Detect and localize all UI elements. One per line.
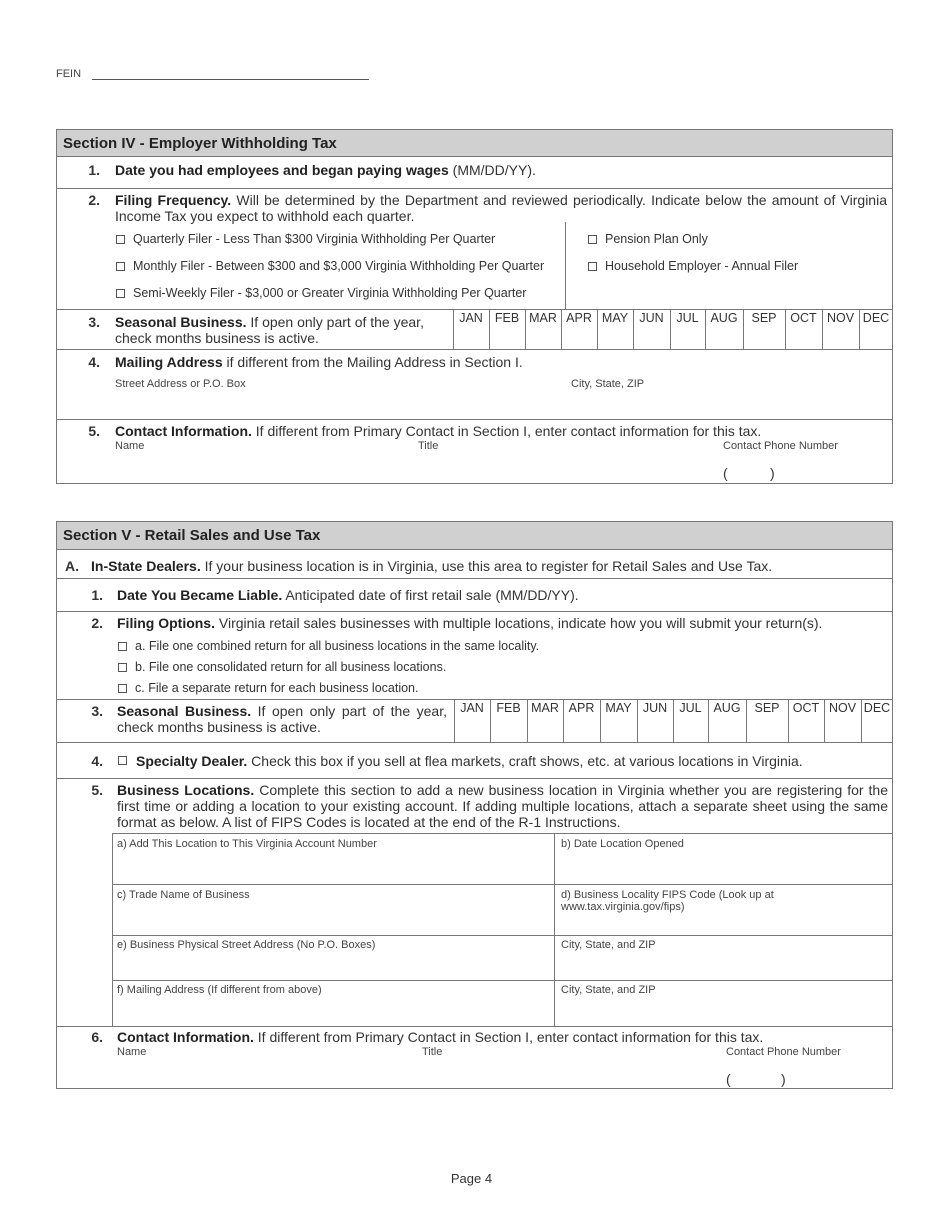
s4-contact-phone-label: Contact Phone Number xyxy=(723,440,838,452)
s5-item6-text: Contact Information. If different from Primary Contact in Section I, enter contact information for this tax. xyxy=(117,1029,764,1045)
mailing-city-state-zip-label: City, State, and ZIP xyxy=(561,984,656,996)
s4-month-nov-checkbox[interactable]: NOV xyxy=(826,311,855,325)
s5-phone-paren-close: ) xyxy=(781,1071,786,1087)
section-iv-title: Section IV - Employer Withholding Tax xyxy=(57,130,892,157)
section-iv xyxy=(56,129,893,484)
s4-item2-number: 2. xyxy=(88,192,100,208)
semiweekly-filer-checkbox[interactable] xyxy=(116,289,125,298)
s5-item2-number: 2. xyxy=(91,615,103,631)
divider xyxy=(112,884,892,885)
s4-month-jan-checkbox[interactable]: JAN xyxy=(459,311,483,325)
quarterly-filer-label: Quarterly Filer - Less Than $300 Virginia Withholding Per Quarter xyxy=(133,232,496,246)
s5-contact-title-label: Title xyxy=(422,1046,443,1058)
divider xyxy=(57,778,892,779)
s5-month-apr-checkbox[interactable]: APR xyxy=(568,701,595,715)
s5-month-sep-checkbox[interactable]: SEP xyxy=(754,701,780,715)
divider xyxy=(57,742,892,743)
semiweekly-filer-label: Semi-Weekly Filer - $3,000 or Greater Virginia Withholding Per Quarter xyxy=(133,286,527,300)
s5-item3-number: 3. xyxy=(91,703,103,719)
s5-contact-phone-label: Contact Phone Number xyxy=(726,1046,841,1058)
s5-month-grid xyxy=(454,699,893,742)
monthly-filer-label: Monthly Filer - Between $300 and $3,000 Virginia Withholding Per Quarter xyxy=(133,259,545,273)
s4-item3-number: 3. xyxy=(88,314,100,330)
physical-city-state-zip-label: City, State, and ZIP xyxy=(561,939,656,951)
s4-contact-name-label: Name xyxy=(115,440,145,452)
s4-month-aug-checkbox[interactable]: AUG xyxy=(710,311,738,325)
pension-plan-label: Pension Plan Only xyxy=(605,232,708,246)
s5-itemA-number: A. xyxy=(65,558,79,574)
s5-month-may-checkbox[interactable]: MAY xyxy=(605,701,632,715)
s5-item6-number: 6. xyxy=(91,1029,103,1045)
specialty-dealer-checkbox[interactable] xyxy=(118,756,127,765)
s5-item5-number: 5. xyxy=(91,782,103,798)
fein-label: FEIN xyxy=(56,68,82,80)
s4-item2-text: Filing Frequency. Will be determined by the Department and reviewed periodically. Indicate below the amount of Virginia Income Tax you expect to withhold each quarter. xyxy=(115,192,887,224)
divider xyxy=(57,349,892,350)
fips-code-label: d) Business Locality FIPS Code (Look up at www.tax.virginia.gov/fips) xyxy=(561,889,774,913)
account-number-field-label: a) Add This Location to This Virginia Account Number xyxy=(117,838,377,850)
separate-return-checkbox[interactable] xyxy=(118,684,127,693)
s4-item4-text: Mailing Address if different from the Mailing Address in Section I. xyxy=(115,354,523,370)
s4-street-address-label: Street Address or P.O. Box xyxy=(115,378,246,390)
divider xyxy=(57,578,892,579)
section-v-title: Section V - Retail Sales and Use Tax xyxy=(57,522,892,550)
divider xyxy=(57,1026,892,1027)
s5-month-jan-checkbox[interactable]: JAN xyxy=(460,701,484,715)
s5-itemA-text: In-State Dealers. If your business location is in Virginia, use this area to register for Retail Sales and Use Tax. xyxy=(91,558,773,574)
divider xyxy=(112,935,892,936)
s4-phone-paren-close: ) xyxy=(770,465,775,481)
separate-return-label: c. File a separate return for each business location. xyxy=(135,681,419,695)
s4-month-mar-checkbox[interactable]: MAR xyxy=(529,311,557,325)
mailing-address-label: f) Mailing Address (If different from above) xyxy=(117,984,322,996)
divider xyxy=(565,222,566,309)
s4-month-jul-checkbox[interactable]: JUL xyxy=(676,311,699,325)
s5-month-feb-checkbox[interactable]: FEB xyxy=(496,701,521,715)
s4-month-apr-checkbox[interactable]: APR xyxy=(566,311,592,325)
household-employer-checkbox[interactable] xyxy=(588,262,597,271)
physical-street-address-label: e) Business Physical Street Address (No P.O. Boxes) xyxy=(117,939,376,951)
s4-month-feb-checkbox[interactable]: FEB xyxy=(494,311,520,325)
divider xyxy=(554,833,555,1026)
divider xyxy=(112,980,892,981)
pension-plan-checkbox[interactable] xyxy=(588,235,597,244)
combined-return-label: a. File one combined return for all business locations in the same locality. xyxy=(135,639,540,653)
s5-month-oct-checkbox[interactable]: OCT xyxy=(792,701,820,715)
s4-item1-text: Date you had employees and began paying wages (MM/DD/YY). xyxy=(115,162,536,178)
page-number: Page 4 xyxy=(450,1171,493,1186)
s5-month-jul-checkbox[interactable]: JUL xyxy=(679,701,702,715)
s5-month-aug-checkbox[interactable]: AUG xyxy=(713,701,741,715)
s4-month-oct-checkbox[interactable]: OCT xyxy=(790,311,817,325)
household-employer-label: Household Employer - Annual Filer xyxy=(605,259,799,273)
s5-month-jun-checkbox[interactable]: JUN xyxy=(642,701,668,715)
s5-month-nov-checkbox[interactable]: NOV xyxy=(828,701,857,715)
s4-item1-number: 1. xyxy=(88,162,100,178)
s5-item1-text: Date You Became Liable. Anticipated date of first retail sale (MM/DD/YY). xyxy=(117,587,579,603)
date-location-opened-label: b) Date Location Opened xyxy=(561,838,684,850)
s5-item2-text: Filing Options. Virginia retail sales businesses with multiple locations, indicate how you will submit your return(s). xyxy=(117,615,823,631)
s4-item3-text: Seasonal Business. If open only part of the year, check months business is active. xyxy=(115,314,424,346)
quarterly-filer-checkbox[interactable] xyxy=(116,235,125,244)
divider xyxy=(57,611,892,612)
s4-month-jun-checkbox[interactable]: JUN xyxy=(639,311,664,325)
s4-item5-text: Contact Information. If different from Primary Contact in Section I, enter contact information for this tax. xyxy=(115,423,762,439)
s5-item5-text: Business Locations. Complete this section to add a new business location in Virginia whether you are registering for the first time or adding a location to your existing account. If adding multiple locations, attach a separate sheet using the same format as below. A list of FIPS Codes is located at the end of the R-1 Instructions. xyxy=(117,782,888,830)
s4-city-state-zip-label: City, State, ZIP xyxy=(571,378,645,390)
s5-item4-text: Specialty Dealer. Check this box if you sell at flea markets, craft shows, etc. at various locations in Virginia. xyxy=(136,753,803,769)
s5-contact-name-label: Name xyxy=(117,1046,147,1058)
s5-item3-text: Seasonal Business. If open only part of the year, check months business is active. xyxy=(117,703,447,735)
combined-return-checkbox[interactable] xyxy=(118,642,127,651)
consolidated-return-checkbox[interactable] xyxy=(118,663,127,672)
section-v xyxy=(56,521,893,1089)
s5-month-mar-checkbox[interactable]: MAR xyxy=(531,701,559,715)
s5-item4-number: 4. xyxy=(91,753,103,769)
s4-item5-number: 5. xyxy=(88,423,100,439)
fein-field[interactable] xyxy=(92,79,369,80)
s4-month-may-checkbox[interactable]: MAY xyxy=(601,311,629,325)
trade-name-label: c) Trade Name of Business xyxy=(117,889,250,901)
s5-month-dec-checkbox[interactable]: DEC xyxy=(863,701,891,715)
s4-item4-number: 4. xyxy=(88,354,100,370)
s4-phone-paren-open: ( xyxy=(723,465,728,481)
s4-month-dec-checkbox[interactable]: DEC xyxy=(862,311,890,325)
divider xyxy=(57,419,892,420)
s5-item1-number: 1. xyxy=(91,587,103,603)
divider xyxy=(112,833,113,1026)
s5-phone-paren-open: ( xyxy=(726,1071,731,1087)
s4-month-grid xyxy=(453,309,893,349)
monthly-filer-checkbox[interactable] xyxy=(116,262,125,271)
s4-month-sep-checkbox[interactable]: SEP xyxy=(751,311,777,325)
divider xyxy=(57,188,892,189)
consolidated-return-label: b. File one consolidated return for all business locations. xyxy=(135,660,447,674)
s4-contact-title-label: Title xyxy=(418,440,439,452)
divider xyxy=(112,833,892,834)
